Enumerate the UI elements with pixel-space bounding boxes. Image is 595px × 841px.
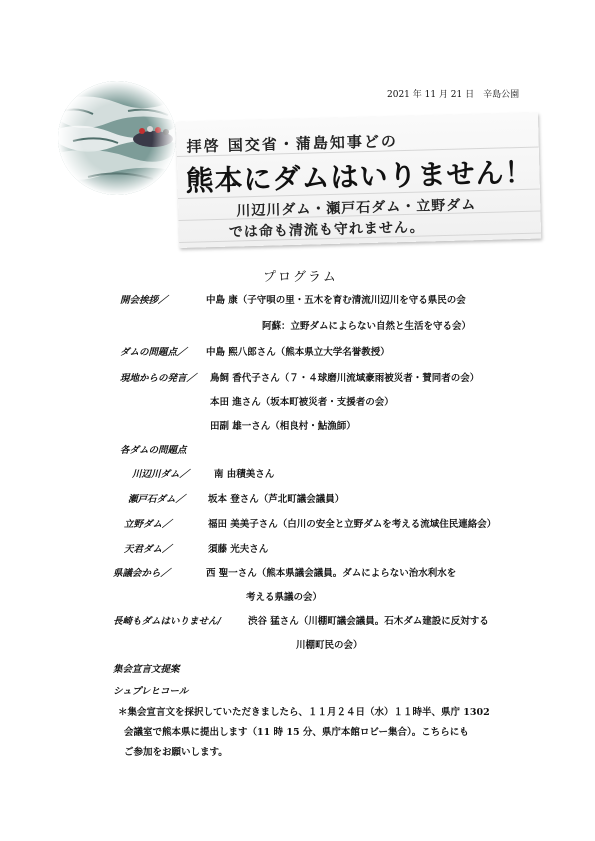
prefectural-assembly-affiliation: 考える県議の会） [246, 592, 323, 603]
notice-line: ＊集会宣言文を採択していただきましたら、１１月２４日（水）１１時半、県庁 1302 [118, 707, 490, 718]
banner-salutation: 拝啓 国交省・蒲島知事どの [186, 132, 399, 156]
setoishi-dam-label: 瀬戸石ダム／ [128, 494, 186, 505]
opening-label: 開会挨拶／ [120, 295, 168, 306]
notice-line: ご参加をお願いします。 [124, 747, 228, 758]
field-speaker: 本田 進さん（坂本町被災者・支援者の会） [210, 397, 394, 408]
field-speaker: 鳥飼 香代子さん（７・４球磨川流域豪雨被災者・賛同者の会） [210, 373, 480, 384]
dam-issues-speaker: 中島 熙八郎さん（熊本県立大学名誉教授） [206, 347, 390, 358]
each-dam-issues-heading: 各ダムの問題点 [120, 445, 187, 456]
tateno-dam-label: 立野ダム／ [124, 519, 172, 530]
kawabegawa-dam-label: 川辺川ダム／ [132, 469, 190, 480]
river-photo-image [58, 81, 176, 195]
kawabegawa-dam-speaker: 南 由積美さん [214, 469, 275, 480]
field-report-label: 現地からの発言／ [120, 373, 197, 384]
event-date: 2021 年 11 月 21 日 辛島公園 [387, 90, 520, 100]
prefectural-assembly-label: 県議会から／ [113, 568, 171, 579]
prefectural-assembly-speaker: 西 聖一さん（熊本県議会議員。ダムによらない治水利水を [206, 568, 457, 579]
declaration-label: 集会宣言文提案 [113, 664, 180, 675]
opening-speaker: 中島 康（子守唄の里・五木を育む清流川辺川を守る県民の会 [206, 295, 466, 306]
banner-headline: 熊本にダムはいりません！ [185, 155, 534, 198]
amagase-dam-speaker: 須藤 光夫さん [208, 544, 269, 555]
shupurehikoru-label: シュプレヒコール [113, 686, 189, 697]
handwritten-message-card [176, 113, 541, 248]
nagasaki-affiliation: 川棚町民の会） [296, 640, 363, 651]
field-speaker: 田副 雄一さん（相良村・鮎漁師） [210, 421, 356, 432]
tateno-dam-speaker: 福田 美美子さん（白川の安全と立野ダムを考える流域住民連絡会） [208, 519, 497, 530]
river-rafting-photo [58, 81, 176, 195]
amagase-dam-label: 天君ダム／ [124, 544, 172, 555]
program-title: プログラム [263, 270, 338, 285]
notice-line: 会議室で熊本県に提出します（11 時 15 分、県庁本館ロビー集合）。こちらにも [124, 727, 469, 738]
opening-speaker-affiliation: 阿蘇：立野ダムによらない自然と生活を守る会） [262, 321, 472, 332]
setoishi-dam-speaker: 坂本 登さん（芦北町議会議員） [208, 494, 345, 505]
banner-dams: 川辺川ダム・瀬戸石ダム・立野ダム [236, 197, 477, 220]
nagasaki-label: 長崎もダムはいりません/ [113, 616, 221, 627]
nagasaki-speaker: 渋谷 猛さん（川棚町議会議員。石木ダム建設に反対する [248, 616, 489, 627]
banner-message: では命も清流も守れません。 [228, 219, 425, 241]
dam-issues-label: ダムの問題点／ [120, 347, 187, 358]
